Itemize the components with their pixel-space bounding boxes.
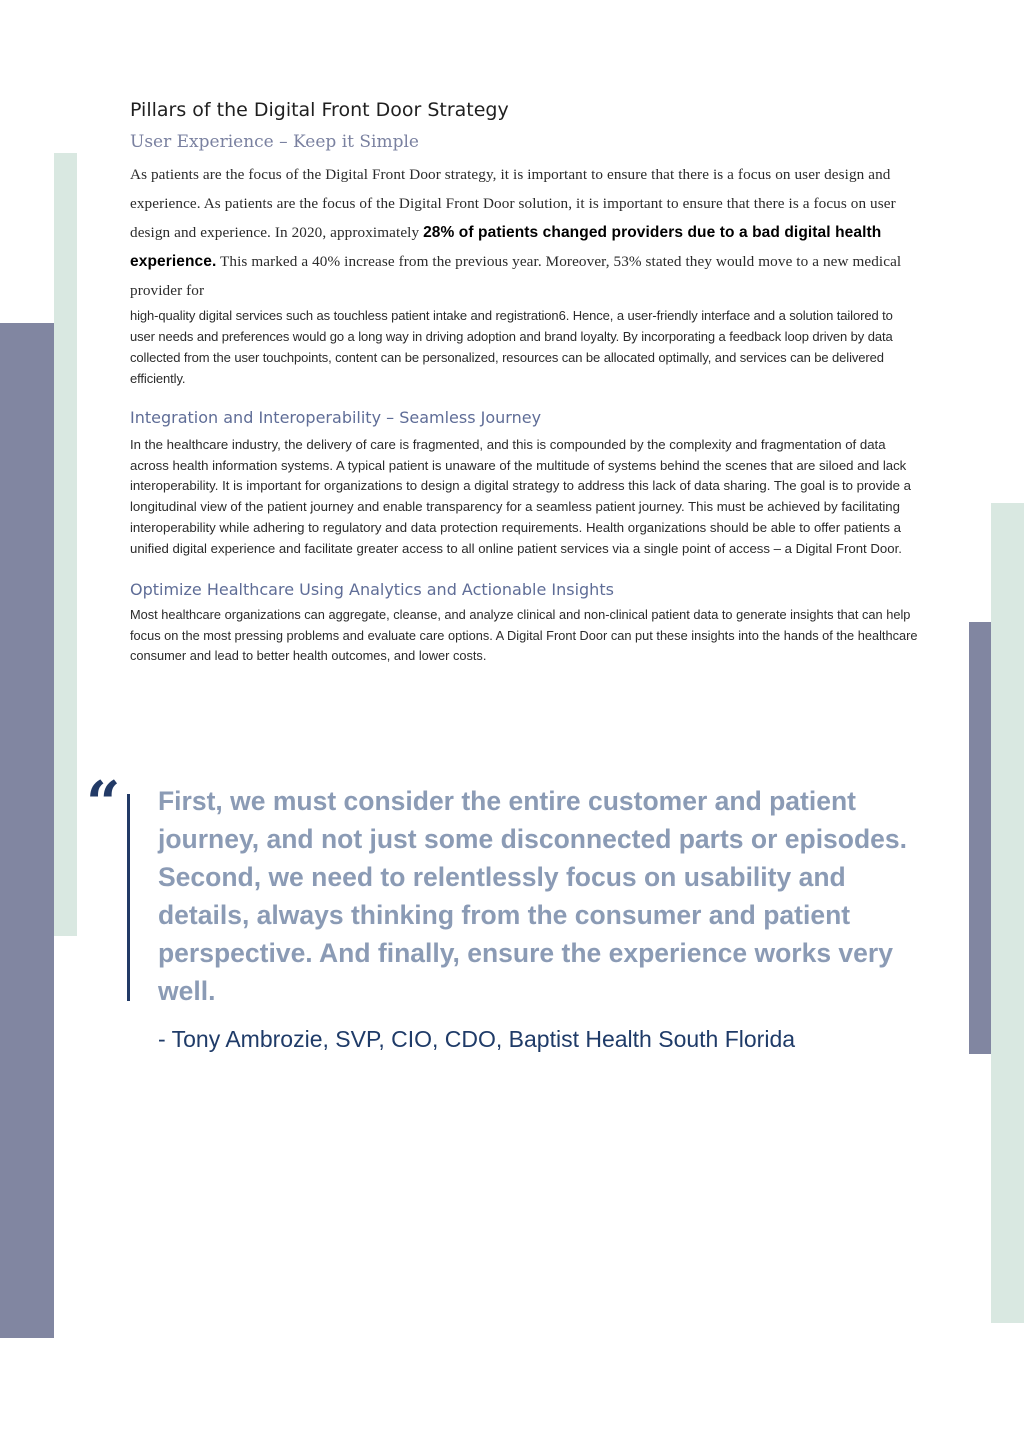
page-title: Pillars of the Digital Front Door Strategy bbox=[130, 99, 509, 121]
decorative-bar-left-light bbox=[54, 153, 77, 936]
section-heading: Optimize Healthcare Using Analytics and Actionable Insights bbox=[130, 580, 614, 600]
decorative-bar-left-dark bbox=[0, 323, 54, 1338]
document-body bbox=[130, 96, 920, 667]
section-paragraph bbox=[130, 160, 920, 305]
section-analytics bbox=[130, 579, 920, 667]
decorative-bar-right-dark bbox=[969, 622, 991, 1054]
paragraph-text: As patients are the focus of the Digital Front Door strategy, it is important to ensure that there is a focus on user design and experience. As patients are the focus of the Digital Front Door solution, it is important to ensure that there is a focus on user design and experience. In 2020, approximately bbox=[130, 166, 896, 241]
section-paragraph-continued: high-quality digital services such as touchless patient intake and registration6. Hence, a user-friendly interface and a solution tailored to user needs and preferences would go a long way in driving adoption and brand loyalty. By incorporating a feedback loop driven by data collected from the user touchpoints, content can be personalized, resources can be allocated optimally, and services can be delivered efficiently. bbox=[130, 308, 893, 386]
section-integration bbox=[130, 407, 920, 559]
pull-quote: First, we must consider the entire customer and patient journey, and not just some disconnected parts or episodes. Second, we need to relentlessly focus on usability and details, always thinking from the consumer and patient perspective. And finally, ensure the experience works very well. bbox=[158, 786, 908, 1006]
section-paragraph: In the healthcare industry, the delivery of care is fragmented, and this is compounded by the complexity and fragmentation of data across health information systems. A typical patient is unaware of the multitude of systems behind the scenes that are siloed and lack interoperability. It is important for organizations to design a digital strategy to address this lack of data sharing. The goal is to provide a longitudinal view of the patient journey and enable transparency for a seamless patient journey. This must be achieved by facilitating interoperability while adhering to regulatory and data protection requirements. Health organizations should be able to offer patients a unified digital experience and facilitate greater access to all online patient services via a single point of access – a Digital Front Door. bbox=[130, 437, 911, 556]
quote-bar bbox=[127, 794, 130, 1001]
section-paragraph: Most healthcare organizations can aggregate, cleanse, and analyze clinical and non-clinical patient data to generate insights that can help focus on the most pressing problems and evaluate care options. A Digital Front Door can put these insights into the hands of the healthcare consumer and lead to better health outcomes, and lower costs. bbox=[130, 607, 918, 664]
section-user-experience bbox=[130, 130, 920, 389]
paragraph-text: This marked a 40% increase from the previous year. Moreover, 53% stated they would move to a new medical provider for bbox=[130, 253, 902, 299]
quote-author: - Tony Ambrozie, SVP, CIO, CDO, Baptist Health South Florida bbox=[158, 1026, 796, 1052]
section-heading: Integration and Interoperability – Seamless Journey bbox=[130, 408, 542, 427]
highlight-statistic: 28% of patients changed providers due to a bad digital health experience. bbox=[130, 224, 882, 270]
section-heading: User Experience – Keep it Simple bbox=[130, 132, 419, 152]
quote-mark-icon: “ bbox=[86, 769, 121, 839]
decorative-bar-right-light bbox=[991, 503, 1024, 1323]
